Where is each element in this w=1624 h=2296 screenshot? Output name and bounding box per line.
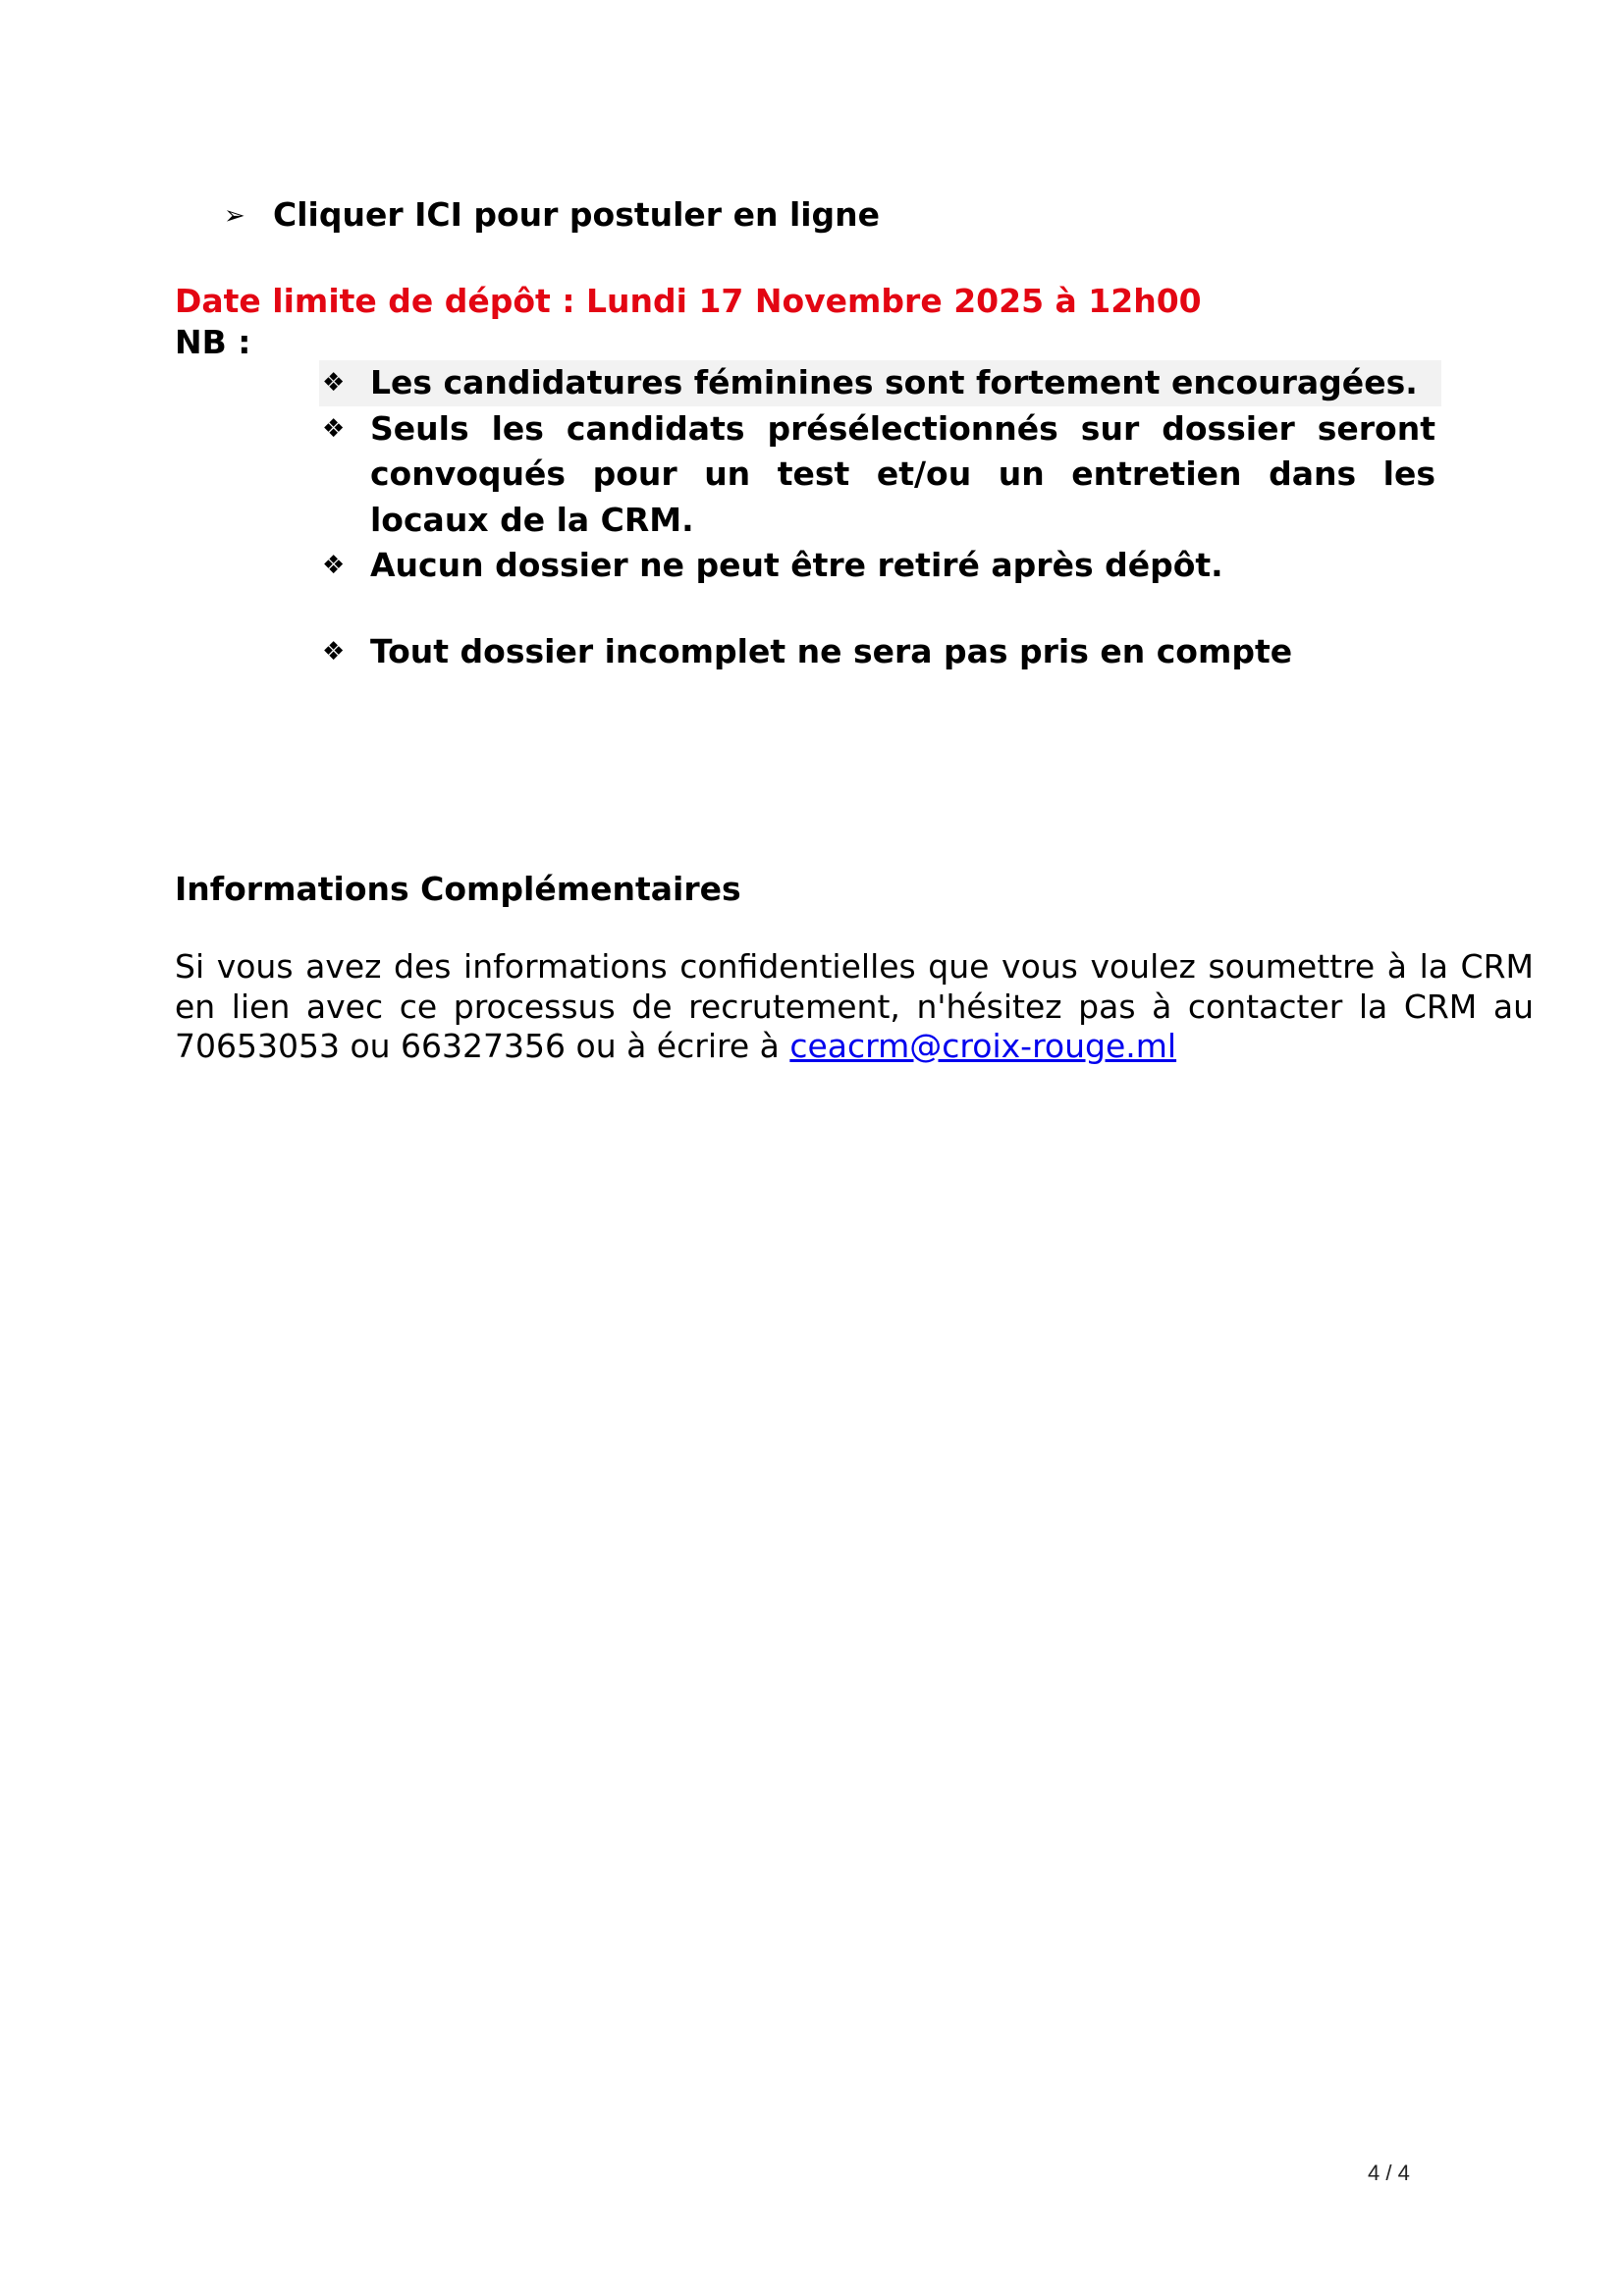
info-heading: Informations Complémentaires: [175, 870, 741, 908]
page-number: 4 / 4: [1368, 2161, 1410, 2185]
diamond-bullet-icon: ❖: [322, 636, 346, 667]
nb-item-text: Tout dossier incomplet ne sera pas pris en compte: [370, 631, 1293, 670]
diamond-bullet-icon: ❖: [322, 368, 346, 398]
info-text: Si vous avez des informations confidentielles que vous voulez soumettre à la CRM en lien avec ce processus de recrutement, n'hésitez pas à contacter la CRM au 70653053 ou 66327356 ou à écrire à: [175, 947, 1534, 1065]
nb-list-item: [319, 406, 1435, 544]
info-paragraph: [175, 947, 1534, 1067]
nb-list-item: [319, 360, 1441, 406]
nb-label: NB :: [175, 323, 251, 361]
apply-online-link[interactable]: Cliquer ICI pour postuler en ligne: [273, 195, 881, 234]
nb-item-text: Les candidatures féminines sont fortement encouragées.: [370, 363, 1418, 401]
diamond-bullet-icon: ❖: [322, 551, 346, 580]
arrow-bullet-icon: ➢: [224, 201, 245, 231]
nb-list: [319, 360, 1435, 674]
apply-online-item[interactable]: [224, 192, 880, 239]
nb-item-text: Aucun dossier ne peut être retiré après dépôt.: [370, 546, 1223, 584]
deadline-notice: Date limite de dépôt : Lundi 17 Novembre 2025 à 12h00: [175, 282, 1202, 320]
nb-list-item: [319, 543, 1435, 589]
diamond-bullet-icon: ❖: [322, 413, 346, 444]
email-link[interactable]: ceacrm@croix-rouge.ml: [789, 1027, 1177, 1065]
nb-item-text: Seuls les candidats présélectionnés sur dossier seront convoqués pour un test et/ou un entretien dans les locaux de la CRM.: [370, 408, 1435, 539]
nb-list-item: [319, 629, 1435, 675]
